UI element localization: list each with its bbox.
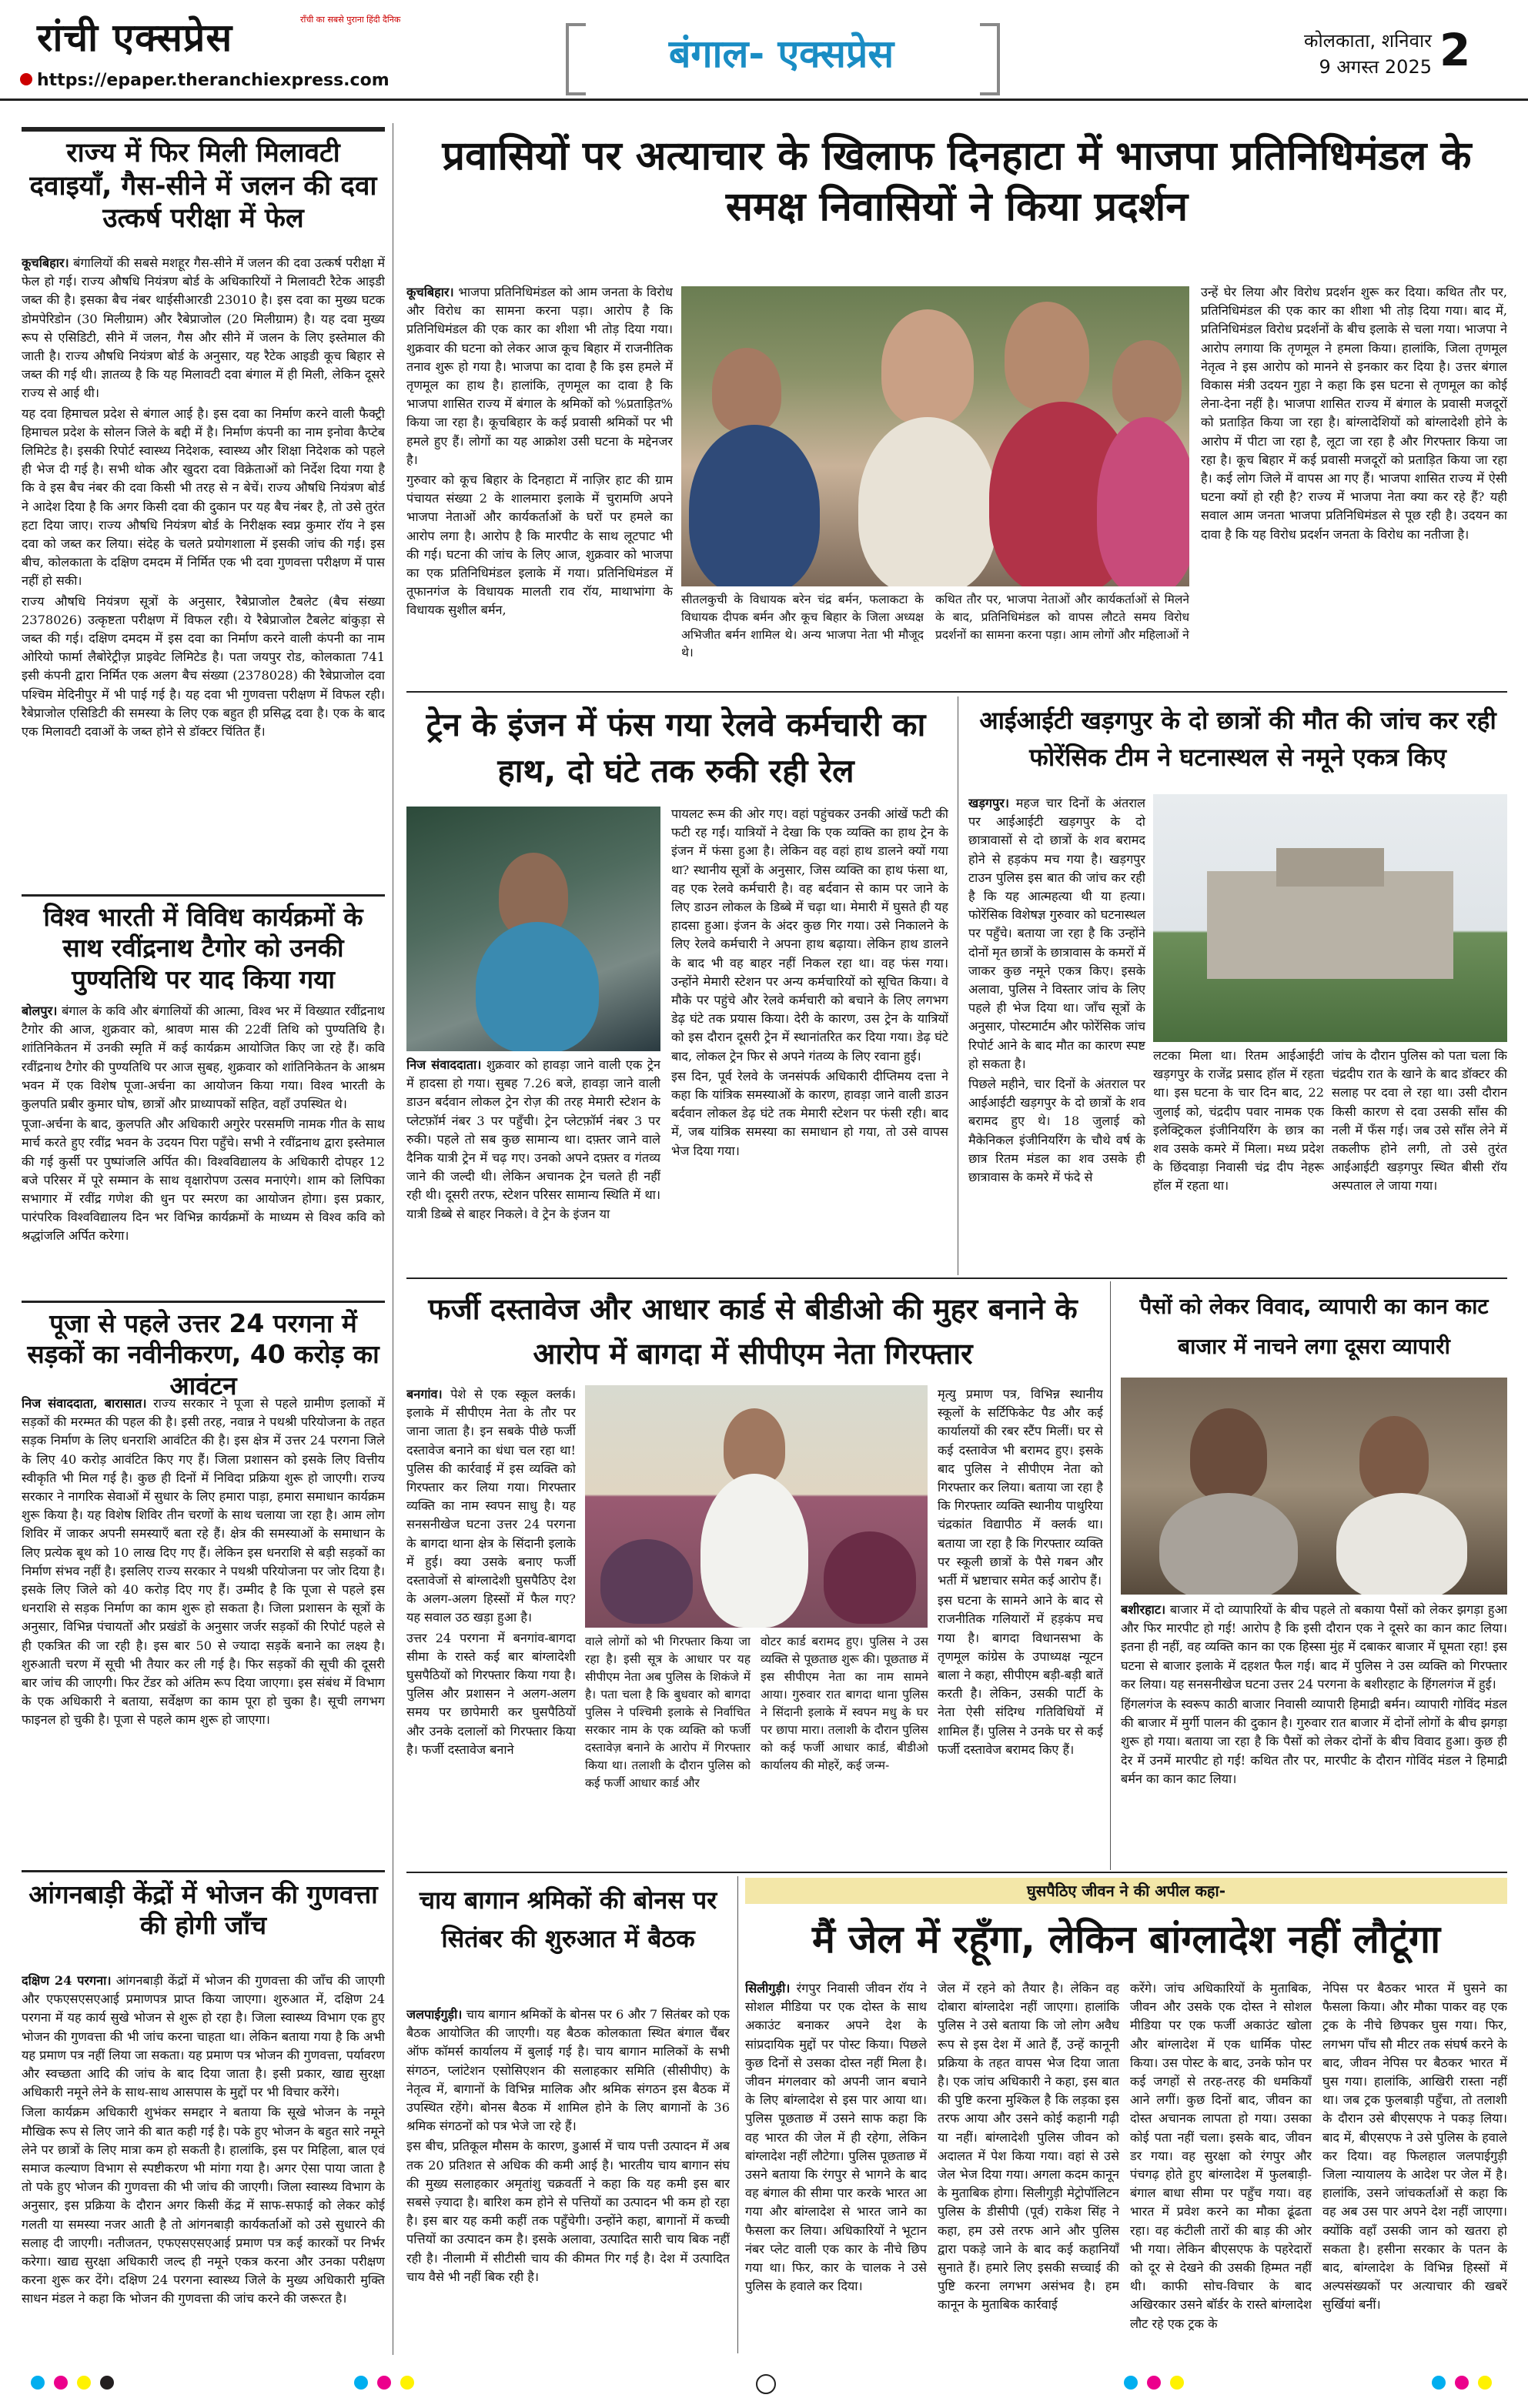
article-headline[interactable]: पैसों को लेकर विवाद, व्यापारी का कान काट बाजार में नाचने लगा दूसरा व्यापारी (1139, 1294, 1489, 1359)
newspaper-logo[interactable]: रांची एक्सप्रेस (37, 15, 233, 60)
article-body (22, 1394, 385, 1865)
building-facade (1207, 871, 1453, 979)
man-face (881, 309, 974, 425)
article-headline[interactable]: पूजा से पहले उत्तर 24 परगना में सड़कों का नवीनीकरण, 40 करोड़ का आवंटन (27, 1308, 379, 1401)
globe-icon (20, 73, 32, 85)
paragraph: राज्य सरकार ने पूजा से पहले ग्रामीण इलाकों में सड़कों की मरम्मत की पहल की है। इसी तरह, नवान्न ने पथश्री परियोजना के तहत सड़क निर्माण के लिए धनराशि आवंटित की है। इस क्षेत्र में उत्तर 24 परगना जिले के लिए 40 करोड़ आवंटित किए गए हैं। जिला प्रशासन को इसके लिए वित्तीय स्वीकृति भी मिल गई है। कुछ ही दिनों में निविदा प्रक्रिया शुरू हो जाएगी। राज्य सरकार ने नागरिक सेवाओं में सुधार के लिए हमारा पाड़ा, हमारा समाधान कार्यक्रम शुरू किया है। यह विशेष शिविर तीन चरणों के साथ चलाया जा रहा है। आम लोग शिविर में जाकर अपनी समस्याएँ बता रहे हैं। क्षेत्र की समस्याओं के समाधान के लिए प्रत्येक बूथ को 10 लाख दिए गए हैं। लेकिन इस धनराशि से बड़ी सड़कों का निर्माण संभव नहीं है। इसलिए राज्य सरकार ने पथश्री परियोजना पर जोर दिया है। इसके लिए जिले को 40 करोड़ दिए गए हैं। उम्मीद है कि पूजा से पहले इस धनराशि से सड़क निर्माण का काम शुरू हो सकता है। जिला प्रशासन के सूत्रों के अनुसार, विभिन्न पंचायतों और प्रखंडों के अनुसार जर्जर सड़कों की रिपोर्ट पहले से ही एकत्रित की जा रही है। इस बार 50 से ज्यादा सड़कें बनाने का लक्ष्य है। शुरुआती चरण में सूची भी तैयार कर ली गई है। फिर सड़कों की सूची की दूसरी बार जांच की जाएगी। फिर टेंडर को अंतिम रूप दिया जाएगा। इस संबंध में विभाग के एक अधिकारी ने बताया, सर्वेक्षण का काम पूरा हो चुका है। सूची लगभग फाइनल हो चुकी है। पूजा से पहले काम शुरू हो जाएगा। (22, 1396, 385, 1728)
article-body (406, 2006, 730, 2356)
trader-photo[interactable] (1121, 1378, 1507, 1595)
paragraph: शुक्रवार को हावड़ा जाने वाली एक ट्रेन में हादसा हो गया। सुबह 7.26 बजे, हावड़ा जाने वाली डाउन बर्दवान लोकल ट्रेन रोज़ की तरह मेमारी स्टेशन के प्लेटफ़ॉर्म नंबर 3 पर पहुँची। ट्रेन प्लेटफ़ॉर्म नंबर 3 पर रुकी। पहले तो सब कुछ सामान्य था। दफ़्तर जाने वाले दैनिक यात्री ट्रेन में चढ़ गए। उनको अपने दफ़्तर व गंतव्य जाने की जल्दी थी। लेकिन अचानक ट्रेन चलते ही नहीं रही थी। दूसरी तरफ, स्टेशन परिसर सामान्य स्थिति में था। यात्री डिब्बे से बाहर निकले। वे ट्रेन के इंजन या (406, 1057, 660, 1221)
article-headline[interactable]: मैं जेल में रहूँगा, लेकिन बांग्लादेश नहीं लौटूंगा (811, 1917, 1441, 1962)
person-face (1359, 1416, 1429, 1501)
paragraph: चाय बागान श्रमिकों के बोनस पर 6 और 7 सितंबर को एक बैठक आयोजित की जाएगी। यह बैठक कोलकाता स्थित बंगाल चैंबर ऑफ कॉमर्स कार्यालय में बुलाई गई है। चाय बागान मालिकों के सभी संगठन, प्लांटेशन एसोसिएशन की सलाहकार समिति (सीसीपीए) के नेतृत्व में, बागानों के विभिन्न मालिक और श्रमिक संगठन इस बैठक में उपस्थित रहेंगे। बोनस बैठक में शामिल होने के लिए बागानों के 36 श्रमिक संगठनों को पत्र भेजे जा रहे हैं। (406, 2007, 730, 2134)
article-body (22, 1002, 385, 1293)
section-bracket-right (980, 23, 1000, 95)
train-engine-photo[interactable] (406, 807, 660, 1051)
paragraph: बंगाल के कवि और बंगालियों की आत्मा, विश्व भर में विख्यात रवींद्रनाथ टैगोर की आज, शुक्रवार को, श्रावण मास की 22वीं तिथि को पुण्यतिथि है। शांतिनिकेतन में उनकी स्मृति में कई कार्यक्रम आयोजित किए जा रहे हैं। कवि रवींद्रनाथ टैगोर की पुण्यतिथि पर आज सुबह, शुक्रवार को शांतिनिकेतन के आश्रम भवन में एक विशेष पूजा-अर्चना का आयोजन किया गया। विश्व भारती के कुलपति प्रबीर कुमार घोष, छात्रों और प्राध्यापकों सहित, वहाँ उपस्थित थे। (22, 1004, 385, 1112)
paragraph: कथित तौर पर, भाजपा नेताओं और कार्यकर्ताओं से मिलने के बाद, प्रतिनिधिमंडल को वापस लौटते समय विरोध प्रदर्शनों का सामना करना पड़ा। आम लोगों और महिलाओं ने (935, 593, 1189, 642)
paragraph: इस बीच, प्रतिकूल मौसम के कारण, डुआर्स में चाय पत्ती उत्पादन में अब तक 20 प्रतिशत से अधिक की कमी आई है। भारतीय चाय बागान संघ की मुख्य सलाहकार अमृतांशु चक्रवर्ती ने कहा कि यह कमी इस बार सबसे ज़्यादा है। बारिश कम होने से पत्तियों का उत्पादन भी कम हो रहा है। इस बार यह कमी कहीं तक पहुँचेगी। उन्होंने कहा, बागानों में कच्ची पत्तियों का उत्पादन कम है। इसके अलावा, उत्पादित सारी चाय बिक नहीं रही है। नीलामी में सीटीसी चाय की कीमत गिर गई है। देश में उत्पादित चाय वैसे भी नहीं बिक रही है। (406, 2139, 730, 2284)
article-body: नेपिस पर बैठकर भारत में घुसने का फैसला किया। और मौका पाकर वह एक ट्रक के नीचे छिपकर घुस गया। फिर, लगभग पाँच सौ मीटर तक संघर्ष करने के बाद, जीवन नेपिस पर बैठकर भारत में घुस गया। हालांकि, आखिरी रास्ता नहीं था। जब ट्रक फुलबाड़ी पहुँचा, तो तलाशी के दौरान उसे बीएसएफ ने पकड़ लिया। बाद में, बीएसएफ ने उसे पुलिस के हवाले कर दिया। वह फिलहाल जलपाईगुड़ी जिला न्यायालय के आदेश पर जेल में है। हालांकि, उसने जांचकर्ताओं से कहा कि वह अब उस पार अपने देश नहीं जाएगा। क्योंकि वहाँ उसकी जान को खतरा हो सकता है। हसीना सरकार के पतन के बाद, बांग्लादेश के विभिन्न हिस्सों में अल्पसंख्यकों पर अत्याचार की खबरें सुर्खियां बनीं। (1322, 1981, 1507, 2313)
person-face (712, 348, 781, 433)
section-rule (22, 1870, 385, 1872)
building-roof (1276, 848, 1384, 887)
cpm-leader-photo[interactable] (585, 1385, 928, 1628)
paragraph: जिला कार्यक्रम अधिकारी शुभंकर समद्दार ने बताया कि सूखे भोजन के नमूने मौखिक रूप से लिए जाने की बात कही गई है। पके हुए भोजन के बहुत सारे नमूने लेने पर छात्रों के लिए मात्रा कम हो सकती है। हालांकि, इस पर मिहिला, बाल एवं समाज कल्याण विभाग से स्पष्टीकरण भी मांगा गया है। अगर ऐसा पाया जाता है तो पके हुए भोजन की गुणवत्ता की भी जांच की जाएगी। जिला स्वास्थ्य विभाग के अनुसार, इस प्रक्रिया के दौरान अगर किसी केंद्र में साफ-सफाई को लेकर कोई गलती या समस्या नजर आती है तो आंगनबाड़ी कार्यकर्ताओं को उसे सुधारने की सलाह दी जाएगी। नतीजतन, एफएसएसएआई प्रमाण पत्र कई कारकों पर निर्भर करेगा। खाद्य सुरक्षा अधिकारी जल्द ही नमूने एकत्र करना और उनका परीक्षण करना शुरू कर देंगे। दक्षिण 24 परगना स्वास्थ्य जिले के मुख्य अधिकारी मुक्ति साधन मंडल ने कहा कि भोजन की गुणवत्ता की जांच करने की जरूरत है। (22, 2105, 385, 2306)
woman-face (1005, 302, 1089, 409)
logo-tagline: राँची का सबसे पुराना हिंदी दैनिक (300, 15, 401, 25)
print-color-bar (0, 2366, 1528, 2408)
article-body (1121, 1601, 1507, 1866)
paragraph: इस घटना के सामने आने के बाद से राजनीतिक गलियारों में हड़कंप मच गया है। बागदा विधानसभा के तृणमूल कांग्रेस के उपाध्यक्ष न्यूटन बाला ने कहा, सीपीएम बड़ी-बड़ी बातें करती है। लेकिन, उसकी पार्टी के नेता ऐसी संदिग्ध गतिविधियों में शामिल हैं। पुलिस ने उनके घर से कई फर्जी दस्तावेज बरामद किए हैं। (938, 1593, 1103, 1757)
article-dateline: निज संवाददाता, बारासात। (22, 1396, 147, 1411)
page-number: 2 (1439, 24, 1471, 76)
article-dateline: दक्षिण 24 परगना। (22, 1973, 112, 1988)
article-body: लटका मिला था। रितम आईआईटी खड़गपुर के राजेंद्र प्रसाद हॉल में रहता था। इस घटना के चार दिन बाद, 22 जुलाई को, चंद्रदीप पवार नामक एक इलेक्ट्रिकल इंजीनियरिंग के छात्र का शव उसके कमरे में मिला। मध्य प्रदेश के छिंदवाड़ा निवासी चंद्र दीप नेहरू हॉल में रहता था। (1153, 1048, 1324, 1194)
paragraph: बाजार में दो व्यापारियों के बीच पहले तो बकाया पैसों को लेकर झगड़ा हुआ और फिर मारपीट हो गई! आरोप है कि इसी दौरान एक ने दूसरे का कान काट लिया। इतना ही नहीं, वह व्यक्ति कान का एक हिस्सा मुंह में दबाकर बाजार में घूमता रहा! इस घटना से बाजार इलाके में दहशत फैल गई। बाद में पुलिस ने उस व्यक्ति को गिरफ्तार कर लिया। यह सनसनीखेज घटना उत्तर 24 परगना के बशीरहाट के हिंगलगंज में हुई। (1121, 1602, 1507, 1692)
article-headline[interactable]: आंगनबाड़ी केंद्रों में भोजन की गुणवत्ता की होगी जाँच (28, 1879, 378, 1941)
article-headline[interactable]: विश्व भारती में विविध कार्यक्रमों के साथ रवींद्रनाथ टैगोर को उनकी पुण्यतिथि पर याद किया गया (43, 902, 363, 994)
paragraph: पिछले महीने, चार दिनों के अंतराल पर आईआईटी खड़गपुर के दो छात्रों के शव बरामद हुए थे। 18 जुलाई को मैकेनिकल इंजीनियरिंग के चौथे वर्ष के छात्र रितम मंडल का शव उसके ही छात्रावास के कमरे में फंदे से (968, 1077, 1145, 1185)
article-dateline: सिलीगुड़ी। (745, 1981, 791, 1996)
article-headline[interactable]: आईआईटी खड़गपुर के दो छात्रों की मौत की जांच कर रही फोरेंसिक टीम ने घटनास्थल से नमूने एकत्र किए (979, 706, 1496, 772)
paragraph: महज चार दिनों के अंतराल पर आईआईटी खड़गपुर के दो छात्रावासों से दो छात्रों के शव बरामद होने से हड़कंप मच गया है। खड़गपुर टाउन पुलिस इस बात की जांच कर रही है कि यह आत्महत्या थी या हत्या। फोरेंसिक विशेषज्ञ गुरुवार को घटनास्थल पर पहुँचे। बताया जा रहा है कि उन्होंने दोनों मृत छात्रों के छात्रावास के कमरों में जाकर कुछ नमूने एकत्र किए। इसके अलावा, पुलिस ने विस्तार जांच के लिए पहले ही भेज दिया था। जाँच सूत्रों के अनुसार, पोस्टमार्टम और फोरेंसिक जांच रिपोर्ट आने के बाद मौत का कारण स्पष्ट हो सकता है। (968, 796, 1145, 1071)
paragraph: पेशे से एक स्कूल क्लर्क। इलाके में सीपीएम नेता के तौर पर जाना जाता है। इन सबके पीछे फर्जी दस्तावेज बनाने का धंधा चल रहा था! पुलिस की कार्रवाई में इस व्यक्ति को गिरफ्तार कर लिया गया। गिरफ्तार व्यक्ति का नाम स्वपन साधु है। यह सनसनीखेज घटना उत्तर 24 परगना के बागदा थाना क्षेत्र के सिंदानी इलाके में हुई। क्या उसके बनाए फर्जी दस्तावेजों से बांग्लादेशी घुसपैठिए देश के अलग-अलग हिस्सों में फैल गए? यह सवाल उठ खड़ा हुआ है। (406, 1387, 576, 1625)
kicker: घुसपैठिए जीवन ने की अपील कहा- (1026, 1882, 1226, 1900)
article-body (22, 254, 385, 889)
worker-shirt (476, 922, 599, 1051)
iit-building-photo[interactable] (1153, 794, 1507, 1042)
column-divider (737, 1876, 738, 2353)
trader-face (1190, 1408, 1267, 1501)
article-body: जेल में रहने को तैयार है। लेकिन वह दोबारा बांग्लादेश नहीं जाएगा। हालांकि पुलिस ने उसे बताया कि जो लोग अवैध रूप से इस देश में आते हैं, उन्हें कानूनी प्रक्रिया के तहत वापस भेज दिया जाता है। एक जांच अधिकारी ने कहा, इस बात की पुष्टि करना मुश्किल है कि लड़का इस तरफ आया और उसने कोई कहानी गढ़ी या नहीं। बांग्लादेशी पुलिस जीवन को अदालत में पेश किया गया। वहां से उसे जेल भेज दिया गया। अगला कदम कानून के मुताबिक होगा। सिलीगुड़ी मेट्रोपॉलिटन पुलिस के डीसीपी (पूर्व) राकेश सिंह ने कहा, हम उसे तरफ आने और पुलिस द्वारा पकड़े जाने के बाद कई कहानियाँ सुनाते हैं। हमारे लिए इसकी सच्चाई की पुष्टि करना लगभग असंभव है। हम कानून के मुताबिक कार्रवाई (938, 1981, 1119, 2313)
article-dateline: कूचबिहार। (22, 255, 69, 270)
section-rule (22, 1301, 385, 1303)
date-city: कोलकाता, शनिवार (1304, 30, 1432, 52)
paragraph: पायलट रूम की ओर गए। वहां पहुंचकर उनकी आंखें फटी की फटी रह गईं। यात्रियों ने देखा कि एक व्यक्ति का हाथ ट्रेन के इंजन में फंसा हुआ है। लेकिन वह वहां हाथ डालने क्यों गया था? स्थानीय सूत्रों के अनुसार, जिस व्यक्ति का हाथ फंसा था, वह एक रेलवे कर्मचारी है। वह बर्दवान से काम पर जाने के लिए डाउन लोकल के डिब्बे में चढ़ा था। मेमारी में घुसते ही यह हादसा हुआ। इंजन के अंदर कुछ गिर गया। उसे निकालने के लिए रेलवे कर्मचारी ने अपना हाथ बढ़ाया। लेकिन हाथ डालने के बाद भी वह बाहर नहीं निकल रहा था। वह फंस गया। उन्होंने मेमारी स्टेशन पर अन्य कर्मचारियों को सूचित किया। वे मौके पर पहुंचे और रेलवे कर्मचारी को बचाने के लिए लगभग डेढ़ घंटे तक प्रयास किया। देरी के कारण, उस ट्रेन के यात्रियों को इस दौरान दूसरी ट्रेन में स्थानांतरित कर दिया गया। डेढ़ घंटे बाद, लोकल ट्रेन फिर से अपने गंतव्य के लिए रवाना हुई। (671, 807, 948, 1064)
article-body (671, 805, 948, 1267)
paragraph: राज्य औषधि नियंत्रण सूत्रों के अनुसार, रैबेप्राजोल टैबलेट (बैच संख्या 2378026) उत्कृष्टता परीक्षण में विफल रही। ये रैबेप्राजोल टैबलेट बांकुड़ा से जब्त की गई। दक्षिण दमदम में इस दवा का निर्माण करने वाली कंपनी का नाम ओरियो फार्मा लैबोरेट्रीज़ प्राइवेट लिमिटेड है। पता जयपुर रोड, कोलकाता 741 इसी कंपनी द्वारा निर्मित एक अलग बैच संख्या (2378028) की रैबेप्राजोल दवा पश्चिम मेदिनीपुर में भी पाई गई है। यह दवा भी गुणवत्ता परीक्षण में विफल रही। रैबेप्राजोल एसिडिटी की समस्या के लिए एक बहुत ही प्रसिद्ध दवा है। एक के बाद एक मिलावटी दवाओं के जब्त होने से डॉक्टर चिंतित हैं। (22, 593, 385, 740)
article-body: जांच के दौरान पुलिस को पता चला कि चंद्रदीप रात के खाने के बाद डॉक्टर की सलाह पर दवा ले रहा था। उसी दौरान किसी कारण से दवा उसकी साँस की नली में फँस गई। जब उसे साँस लेने में तकलीफ होने लगी, तो उसे तुरंत आईआईटी खड़गपुर स्थित बीसी रॉय अस्पताल ले जाया गया। (1332, 1048, 1507, 1194)
man-shirt (858, 417, 997, 586)
photo-caption: सीतलकुची के विधायक बरेन चंद्र बर्मन, फलाकटा के विधायक दीपक बर्मन और कूच बिहार के जिला अध्यक्ष अभिजीत बर्मन शामिल थे। अन्य भाजपा नेता भी मौजूद थे। (681, 593, 924, 660)
photo-caption: वोटर कार्ड बरामद हुए। पुलिस ने उस व्यक्ति से पूछताछ शुरू की। पूछताछ में इस सीपीएम नेता का नाम सामने आया। गुरुवार रात बागदा थाना पुलिस ने सिंदानी इलाके में स्वपन मधु के घर पर छापा मारा। तलाशी के दौरान पुलिस को कई फर्जी आधार कार्ड, बीडीओ कार्यालय की मोहरें, कई जन्म- (761, 1635, 928, 1772)
article-body (938, 1385, 1103, 1866)
photo-caption: वाले लोगों को भी गिरफ्तार किया जा रहा है। इसी सूत्र के आधार पर यह सीपीएम नेता अब पुलिस के शिकंजे में है। पता चला है कि बुधवार को बागदा पुलिस ने पश्चिमी इलाके से निर्वाचित सरकार नाम के एक व्यक्ति को फर्जी दस्तावेज़ बनाने के आरोप में गिरफ्तार किया था। तलाशी के दौरान पुलिस को कई फर्जी आधार कार्ड और (585, 1635, 751, 1790)
article-body (745, 1979, 927, 2356)
section-rule (406, 691, 1507, 693)
crowd (600, 1539, 693, 1624)
paragraph: पूजा-अर्चना के बाद, कुलपति और अधिकारी अगुरेर परसमणि नामक गीत के साथ मार्च करते हुए रवींद्र भवन के उदयन पिरा पहुँचे। सभी ने रवींद्रनाथ द्वारा इस्तेमाल की गई कुर्सी पर पुष्पांजलि अर्पित की। विश्वविद्यालय के अधिकारी दोपहर 12 बजे परिसर में पूरे सम्मान के साथ वृक्षारोपण उत्सव मनाएंगे। शाम को लिपिका सभागार में रवींद्र गणेश की धुन पर स्मरण का आयोजन होगा। इस प्रकार, पारंपरिक विश्वविद्यालय दिन भर विभिन्न कार्यक्रमों के माध्यम से विश्व कवि को श्रद्धांजलि अर्पित करेगा। (22, 1117, 385, 1244)
trader-shirt (1159, 1493, 1298, 1595)
section-bracket-left (566, 23, 586, 95)
paragraph: यह दवा हिमाचल प्रदेश से बंगाल आई है। इस दवा का निर्माण करने वाली फैक्ट्री हिमाचल प्रदेश के सोलन जिले के बद्दी में है। निर्माण कंपनी का नाम इनोवा कैप्टेब लिमिटेड है। इसकी रिपोर्ट स्वास्थ्य निदेशक, स्वास्थ्य और शिक्षा निदेशक को पहले ही भेज दी गई है। सभी थोक और खुदरा दवा विक्रेताओं को निर्देश दिया गया है कि वे इस बैच नंबर की दवा किसी भी तरह से न बेचें। राज्य औषधि नियंत्रण बोर्ड ने आदेश दिया है कि अगर किसी दवा की दुकान पर यह बैच नंबर है, तो उसे तुरंत हटा दिया जाए। राज्य औषधि नियंत्रण बोर्ड के निरीक्षक स्वप्न कुमार रॉय ने इस दवा को जब्त कर लिया। संदेह के चलते प्रयोगशाला में इसकी जांच की गई। इस बीच, कोलकाता के दक्षिण दमदम में निर्मित एक भी दवा गुणवत्ता परीक्षण में पास नहीं हो सकी। (22, 406, 385, 589)
article-body: करेंगे। जांच अधिकारियों के मुताबिक, जीवन और उसके एक दोस्त ने सोशल मीडिया पर एक फर्जी अकाउंट खोला और बांग्लादेश में एक धार्मिक पोस्ट किया। उस पोस्ट के बाद, उनके फोन पर कई जगहों से तरह-तरह की धमकियाँ आने लगीं। कुछ दिनों बाद, जीवन का दोस्त अचानक लापता हो गया। उसका कोई पता नहीं चला। इसके बाद, जीवन डर गया। वह सुरक्षा को रंगपुर और पंचगढ़ होते हुए बांग्लादेश में फुलबाड़ी-बंगाल बाधा सीमा पर पहुँच गया। वह भारत में प्रवेश करने का मौका ढूंढता रहा। वह कंटीली तारों की बाड़ की ओर भी गया। लेकिन बीएसएफ के पहरेदारों को दूर से देखने की उसकी हिम्मत नहीं थी। काफी सोच-विचार के बाद अखिरकार उसने बॉर्डर के रास्ते बांग्लादेश लौट रहे एक ट्रक के (1130, 1981, 1312, 2331)
article-dateline: जलपाईगुड़ी। (406, 2007, 463, 2022)
article-body (406, 1385, 576, 1866)
section-rule (22, 894, 385, 897)
paragraph: हिंगलगंज के स्वरूप काठी बाजार निवासी व्यापारी हिमाद्री बर्मन। व्यापारी गोविंद मंडल की बाजार में मुर्गी पालन की दुकान है। गुरुवार रात बाजार में दोनों लोगों के बीच झगड़ा शुरू हो गया। बताया जा रहा है कि पैसों को लेकर दोनों के बीच विवाद हुआ। कुछ ही देर में उनमें मारपीट हो गई! कथित तौर पर, मारपीट के दौरान गोविंद मंडल ने हिमाद्री बर्मन का कान काट लिया। (1121, 1697, 1507, 1786)
section-rule (406, 1277, 1507, 1279)
section-title: बंगाल- एक्सप्रेस (668, 32, 894, 76)
paragraph: आंगनबाड़ी केंद्रों में भोजन की गुणवत्ता की जाँच की जाएगी और एफएसएसएआई प्रमाणपत्र प्राप्त किया जाएगा। शुरुआत में, दक्षिण 24 परगना में यह कार्य सुखे भोजन से शुरू हो रहा है। जिला स्वास्थ्य विभाग एक हुए भोजन की गुणवत्ता की भी जांच करना चाहता था। लेकिन बताया गया है कि अभी यह प्रमाण पत्र नहीं लिया जा सकता। यह प्रमाण पत्र भोजन की गुणवत्ता, पर्यावरण और स्वच्छता आदि की जांच के बाद दिया जाता है। इसी प्रकार, खाद्य सुरक्षा अधिकारी नमूने लेने के साथ-साथ आसपास के मुद्दों पर भी विचार करेंगे। (22, 1973, 385, 2100)
lead-headline[interactable]: प्रवासियों पर अत्याचार के खिलाफ दिनहाटा में भाजपा प्रतिनिधिमंडल के समक्ष निवासियों ने किया प्रदर्शन (442, 133, 1472, 230)
epaper-url[interactable]: https://epaper.theranchiexpress.com (37, 71, 390, 90)
article-headline[interactable]: चाय बागान श्रमिकों की बोनस पर सितंबर की शुरुआत में बैठक (419, 1885, 717, 1953)
article-dateline: बशीरहाट। (1121, 1602, 1166, 1617)
leader-shirt (700, 1474, 808, 1628)
article-dateline: बनगांव। (406, 1387, 443, 1401)
person-body (689, 425, 820, 586)
lead-column-4: उन्हें घेर लिया और विरोध प्रदर्शन शुरू कर दिया। कथित तौर पर, प्रतिनिधिमंडल की एक कार का शीशा भी तोड़ दिया गया। बाद में, प्रतिनिधिमंडल विरोध प्रदर्शनों के बीच इलाके से चला गया। भाजपा ने आरोप लगाया कि तृणमूल ने हमला किया। हालांकि, जिला तृणमूल नेतृत्व ने इस आरोप को मानने से इनकार कर दिया है। उत्तर बंगाल विकास मंत्री उदयन गुहा ने कहा कि इस घटना से तृणमूल का कोई लेना-देना नहीं है। भाजपा शासित राज्य में बंगाल के प्रवासी मजदूरों को प्रताड़ित किया जा रहा है। बांग्लादेशियों को बांग्लादेशी होने के आरोप में पीटा जा रहा है, लूटा जा रहा है और गिरफ्तार किया जा रहा है। कूच बिहार में कई प्रवासी मजदूरों को प्रताड़ित किया जा रहा है। कई लोग जिले में वापस आ गए हैं। भाजपा शासित राज्य में ऐसी घटना क्यों हो रही है? राज्य में भाजपा नेता क्या कर रहे हैं? यही सवाल आम जनता भाजपा प्रतिनिधिमंडल से पूछ रही है। उदयन का दावा है कि यह विरोध प्रदर्शन जनता के विरोध का नतीजा है। (1201, 285, 1507, 542)
paragraph: मृत्यु प्रमाण पत्र, विभिन्न स्थानीय स्कूलों के सर्टिफिकेट पैड और कई कार्यालयों की रबर स्टैंप मिलीं। घर से कई दस्तावेज भी बरामद हुए। इसके बाद पुलिस ने सीपीएम नेता को गिरफ्तार कर लिया। बताया जा रहा है कि गिरफ्तार व्यक्ति स्थानीय पाथुरिया चंद्रकांत विद्यापीठ में क्लर्क था। बताया जा रहा है कि गिरफ्तार व्यक्ति पर स्कूली छात्रों के पैसे गबन और भर्ती में भ्रष्टाचार समेत कई आरोप हैं। (938, 1387, 1103, 1588)
protest-photo[interactable] (681, 286, 1189, 586)
paragraph: गुरुवार को कूच बिहार के दिनहाटा में नाज़िर हाट की ग्राम पंचायत संख्या 2 के शालमारा इलाके में चुरामणि अपने भाजपा नेताओं और कार्यकर्ताओं के घरों पर हमले का आरोप लगा है। आरोप है कि मारपीट के साथ लूटपाट भी की गई। घटना की जांच के लिए आज, शुक्रवार को भाजपा का एक प्रतिनिधिमंडल इलाके में गया। प्रतिनिधिमंडल में तूफानगंज के विधायक मालती राव रॉय, माथाभांगा के विधायक सुशील बर्मन, (406, 473, 673, 618)
article-headline[interactable]: फर्जी दस्तावेज और आधार कार्ड से बीडीओ की मुहर बनाने के आरोप में बागदा में सीपीएम नेता गिरफ्तार (428, 1292, 1078, 1371)
article-dateline: खड़गपुर। (968, 796, 1009, 810)
top-rule (22, 127, 385, 132)
person-face (1112, 340, 1182, 425)
paragraph: इस दिन, पूर्व रेलवे के जनसंपर्क अधिकारी दीप्तिमय दत्ता ने कहा कि यांत्रिक समस्याओं के कारण, हावड़ा जाने वाली डाउन बर्दवान लोकल डेढ़ घंटे तक मेमारी स्टेशन पर फंसी रही। बाद में, जब यांत्रिक समस्या का समाधान हो गया, तो उसे वापस भेज दिया गया। (671, 1068, 948, 1158)
article-body (968, 794, 1145, 1265)
paragraph: भाजपा प्रतिनिधिमंडल को आम जनता के विरोध और विरोध का सामना करना पड़ा। आरोप है कि प्रतिनिधिमंडल की एक कार का शीशा भी तोड़ दिया गया। शुक्रवार की घटना को लेकर आज कूच बिहार में राजनीतिक तनाव शुरू हो गया है। भाजपा का दावा है कि इस हमले में तृणमूल का हाथ है। हालांकि, तृणमूल का दावा है कि भाजपा शासित राज्य में बंगाल के श्रमिकों को %प्रताड़ित% किया जा रहा है। कूचबिहार के कई प्रवासी श्रमिकों पर भी हमले हुए हैं। लोगों का यह आक्रोश उसी घटना के मद्देनजर है। (406, 285, 673, 467)
article-dateline: कूचबिहार। (406, 285, 454, 299)
crowd (824, 1531, 916, 1624)
article-dateline: निज संवाददाता। (406, 1057, 482, 1072)
article-headline[interactable]: राज्य में फिर मिली मिलावटी दवाइयाँ, गैस-सीने में जलन की दवा उत्कर्ष परीक्षा में फेल (29, 138, 377, 235)
dateline (1262, 28, 1432, 80)
column-divider (1110, 1281, 1111, 1870)
paragraph: रंगपुर निवासी जीवन रॉय ने सोशल मीडिया पर एक दोस्त के साथ अकाउंट बनाकर अपने देश के सांप्रदायिक मुद्दों पर पोस्ट किया। पिछले कुछ दिनों से उसका दोस्त नहीं मिला है। जीवन मंगलवार को अपनी जान बचाने के लिए बांग्लादेश से इस पार आया था। पुलिस पूछताछ में उसने साफ कहा कि वह भारत की जेल में ही रहेगा, लेकिन बांग्लादेश नहीं लौटेगा। पुलिस पूछताछ में उसने बताया कि रंगपुर से भागने के बाद वह बंगाल की सीमा पार करके भारत आ गया और बांग्लादेश से भारत जाने का फैसला कर लिया। अधिकारियों ने भूटान नंबर प्लेट वाली एक कार के नीचे छिप गया था। फिर, कार के चालक ने उसे पुलिस के हवाले कर दिया। (745, 1981, 927, 2294)
registration-mark-icon (756, 2374, 776, 2394)
person-body (1097, 417, 1189, 586)
person-shirt (1336, 1493, 1467, 1595)
date: 9 अगस्त 2025 (1319, 56, 1432, 78)
article-dateline: बोलपुर। (22, 1004, 58, 1018)
article-body (22, 1972, 385, 2356)
article-body (406, 1056, 660, 1271)
paragraph: उत्तर 24 परगना में बनगांव-बागदा सीमा के रास्ते कई बार बांग्लादेशी घुसपैठियों को गिरफ्तार किया गया है। पुलिस और प्रशासन ने अलग-अलग समय पर छापेमारी कर घुसपैठियों और उनके दलालों को गिरफ्तार किया है। फर्जी दस्तावेज बनाने (406, 1630, 576, 1757)
article-headline[interactable]: ट्रेन के इंजन में फंस गया रेलवे कर्मचारी का हाथ, दो घंटे तक रुकी रही रेल (426, 706, 926, 790)
section-rule (406, 1872, 1507, 1873)
paragraph: बंगालियों की सबसे मशहूर गैस-सीने में जलन की दवा उत्कर्ष परीक्षा में फेल हो गई। राज्य औषधि नियंत्रण बोर्ड के अधिकारियों ने मिलावटी रैटेक आइडी जब्त की है। इसका बैच नंबर थाईसीआरडी 23010 है। इस दवा का मुख्य घटक डोमपेरिडोन (30 मिलीग्राम) और रैबेप्राजोल (20 मिलीग्राम) है। यह दवा मुख्य रूप से एसिडिटी, सीने में जलन, गैस और सीने में जलन के लिए इस्तेमाल की जाती है। राज्य औषधि नियंत्रण बोर्ड के अनुसार, यह रैटेक आइडी कूच बिहार से जब्त की गई थी। ज्ञातव्य है कि यह मिलावटी दवा बंगाल में ही मिली, लेकिन दूसरे राज्य से आई थी। (22, 255, 385, 401)
